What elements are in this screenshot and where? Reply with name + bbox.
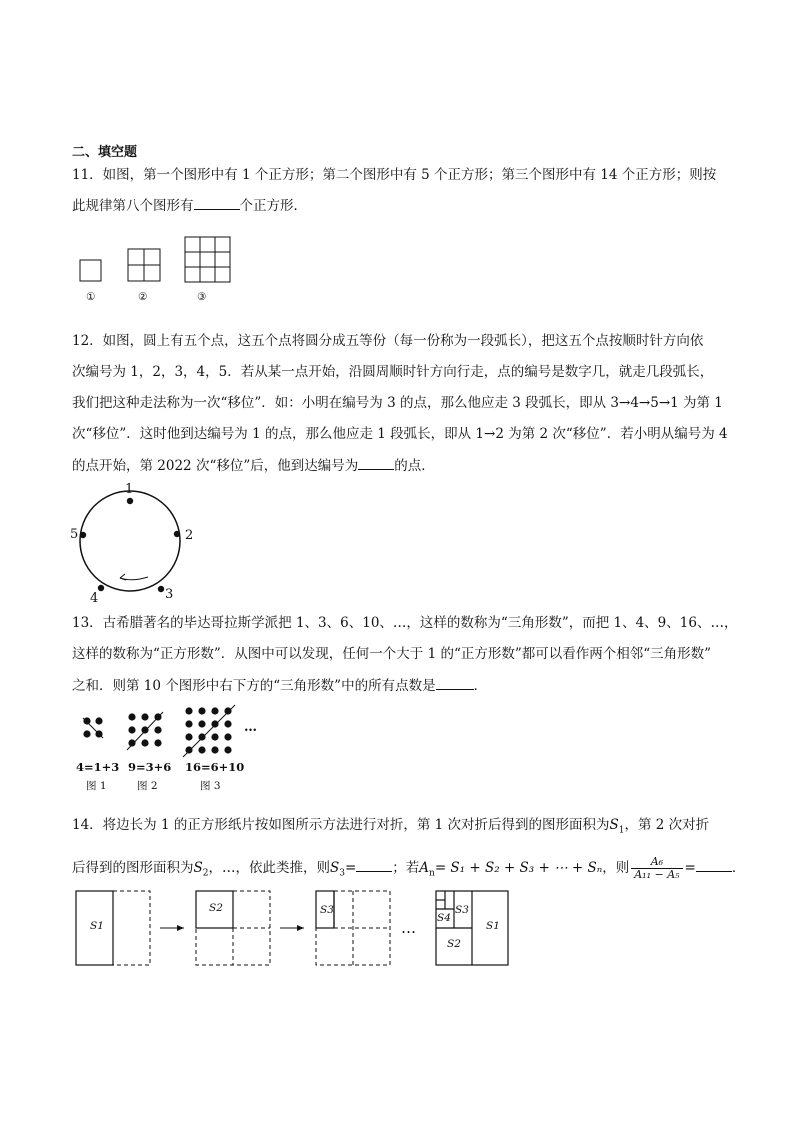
- label-s4-fig4: S4: [437, 912, 451, 924]
- q13-answer-blank[interactable]: [436, 675, 474, 690]
- q11-line-2: [72, 195, 307, 216]
- q11-text-b: 个正方形．: [239, 198, 307, 214]
- figure-label-1: ①: [86, 291, 96, 303]
- arrow-2: [280, 925, 304, 931]
- fold-figure-1: [76, 891, 150, 965]
- equation-2: 9=3+6: [128, 760, 172, 774]
- equation-3: 16=6+10: [185, 760, 245, 774]
- circle-point-3: [158, 586, 164, 592]
- circle: [80, 491, 180, 591]
- q11-text-a: 此规律第八个图形有: [72, 198, 194, 214]
- sum-expression: = S₁ + S₂ + S₃ + ⋯ + Sₙ: [434, 860, 603, 876]
- figure-caption-3: 图 3: [200, 780, 221, 792]
- q13-line-3: [72, 675, 487, 696]
- point-label-2: 2: [185, 528, 194, 543]
- s1-subscript: 1: [618, 825, 625, 836]
- q14-text-d: ，…，依此类推，则: [208, 860, 330, 876]
- point-label-1: 1: [125, 482, 134, 497]
- circle-point-5: [80, 532, 86, 538]
- q14-text-c: 后得到的图形面积为: [72, 860, 194, 876]
- dots-ellipsis: …: [244, 720, 257, 735]
- square-figure-3: [185, 237, 230, 282]
- label-s1-fig1: S1: [90, 920, 104, 932]
- q13-text-a: 之和．则第 10 个图形中右下方的“三角形数”中的所有点数是: [72, 678, 436, 694]
- figure-caption-2: 图 2: [137, 780, 158, 792]
- q13-text-b: ．: [473, 678, 488, 694]
- q14-line-2: 后得到的图形面积为$S_2$，…，依此类推，则$S_3=$ ；若$A_n= S_1 + S_2 + S_3$ + ⋯ + Sₙ，则 $\frac{\text{A₆}}{\text{A₁₁ − A₅}}$ = ．: [72, 855, 746, 881]
- point-label-3: 3: [165, 587, 174, 602]
- q12-line-4: 次“移位”．这时他到达编号为 1 的点，那么他应走 1 段弧长，即从 1→2 为第 2 次“移位”．若小明从编号为 4: [72, 426, 728, 442]
- label-s3-fig3: S3: [320, 904, 334, 916]
- q11-line-1: 11．如图，第一个图形中有 1 个正方形；第二个图形中有 5 个正方形；第三个图形中有 14 个正方形；则按: [72, 167, 717, 183]
- q14-fold-figures: [70, 885, 520, 970]
- q14-answer-blank-2[interactable]: [696, 857, 732, 872]
- square-figure-2: [128, 249, 160, 281]
- figure-label-3: ③: [197, 291, 207, 303]
- circle-point-4: [98, 585, 104, 591]
- q14-dots: …: [401, 919, 416, 937]
- q11-figures: [70, 232, 250, 292]
- q11-answer-blank[interactable]: [194, 195, 240, 210]
- q12-line-2: 次编号为 1，2，3，4，5．若从某一点开始，沿圆周顺时针方向行走，点的编号是数字几，就走几段弧长，: [72, 364, 714, 380]
- q13-line-1: 13．古希腊著名的毕达哥拉斯学派把 1、3、6、10、…，这样的数称为“三角形数”，而把 1、4、9、16、…，: [72, 615, 738, 631]
- q12-line-3: 我们把这种走法称为一次“移位”．如：小明在编号为 3 的点，那么他应走 3 段弧长，即从 3→4→5→1 为第 1: [72, 395, 723, 411]
- arrow-1: [160, 925, 184, 931]
- q12-answer-blank[interactable]: [358, 455, 394, 470]
- q13-line-2: 这样的数称为“正方形数”．从图中可以发现，任何一个大于 1 的“正方形数”都可以看作两个相邻“三角形数”: [72, 646, 712, 662]
- q12-line-5: [72, 455, 435, 476]
- label-s3-fig4: S3: [455, 904, 469, 916]
- section-title: 二、填空题: [72, 145, 138, 160]
- q14-text-a: 14．将边长为 1 的正方形纸片按如图所示方法进行对折，第 1 次对折后得到的图形面积为: [72, 817, 610, 833]
- point-label-4: 4: [90, 591, 99, 606]
- square-figure-1: [80, 260, 101, 281]
- fold-figure-3: [316, 891, 390, 965]
- circle-point-1: [127, 498, 133, 504]
- q14-answer-blank-1[interactable]: [356, 857, 392, 872]
- figure-caption-1: 图 1: [86, 780, 107, 792]
- fold-figure-2: [196, 891, 270, 965]
- equation-1: 4=1+3: [76, 760, 120, 774]
- q14-text-b: ，第 2 次对折: [624, 817, 710, 833]
- point-label-5: 5: [70, 527, 79, 542]
- label-s1-fig4: S1: [486, 920, 500, 932]
- q12-text-b: 的点．: [394, 458, 435, 474]
- s1-symbol: S: [609, 817, 619, 833]
- circle-point-2: [174, 531, 180, 537]
- q12-circle-figure: [60, 478, 210, 608]
- figure-label-2: ②: [138, 291, 148, 303]
- q12-line-1: 12．如图，圆上有五个点，这五个点将圆分成五等份（每一份称为一段弧长），把这五个点按顺时针方向依: [72, 333, 704, 349]
- fraction: $\frac{\text{A₆}}{\text{A₁₁ − A₅}}$: [631, 856, 682, 881]
- q14-line-1: [72, 815, 709, 841]
- q12-text-a: 的点开始，第 2022 次“移位”后，他到达编号为: [72, 458, 359, 474]
- label-s2-fig2: S2: [209, 902, 223, 914]
- dot-figure-3: [185, 707, 231, 753]
- label-s2-fig4: S2: [447, 938, 461, 950]
